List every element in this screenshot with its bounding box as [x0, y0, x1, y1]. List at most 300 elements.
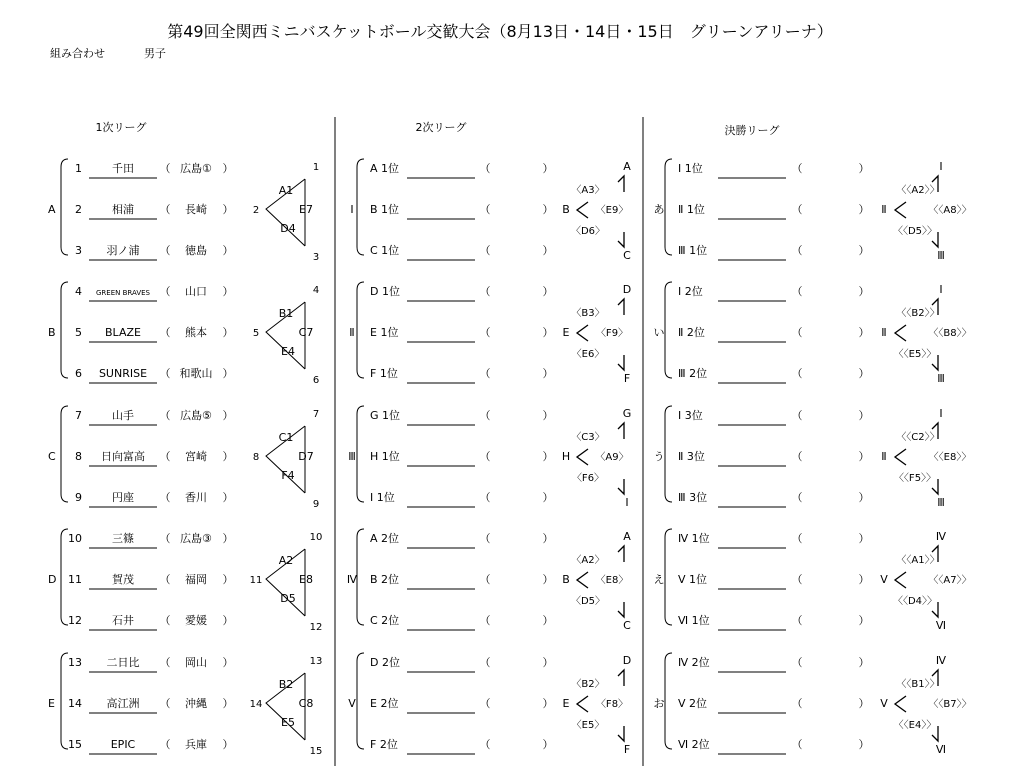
- second-league-group-3: [348, 406, 631, 509]
- bracket-chevron: [895, 325, 906, 341]
- paren-open: （: [791, 203, 803, 216]
- bracket-chevron: [895, 449, 906, 465]
- bracket-chevron: [577, 572, 588, 588]
- team-seed-number: 1: [75, 162, 82, 175]
- game-code-top: 〈B3〉: [571, 308, 605, 319]
- first-league-match-triangle: [250, 656, 323, 757]
- team-row: [68, 572, 234, 589]
- paren-open: （: [791, 409, 803, 422]
- team-prefecture: 宮崎: [185, 450, 207, 463]
- paren-close: ）: [222, 491, 234, 504]
- bracket-left-label: B: [562, 203, 570, 216]
- slot-label: Ⅱ 2位: [678, 326, 705, 339]
- slot-label: Ⅴ 2位: [678, 697, 708, 710]
- paren-close: ）: [858, 532, 870, 545]
- team-prefecture: 兵庫: [185, 738, 207, 751]
- team-row: [68, 738, 234, 754]
- game-code-top: A2: [278, 554, 294, 567]
- paren-open: （: [159, 573, 171, 586]
- bracket-top-tick: [618, 423, 624, 439]
- paren-open: （: [791, 285, 803, 298]
- paren-open: （: [159, 697, 171, 710]
- group-label: Ⅲ: [348, 450, 356, 463]
- paren-open: （: [159, 614, 171, 627]
- paren-close: ）: [222, 367, 234, 380]
- slot-label: F 2位: [370, 738, 398, 751]
- slot-label: E 2位: [370, 697, 399, 710]
- team-prefecture: 愛媛: [185, 614, 207, 627]
- paren-open: （: [791, 367, 803, 380]
- slot-row: [370, 203, 554, 219]
- paren-close: ）: [542, 409, 554, 422]
- first-league-match-triangle: [250, 532, 323, 633]
- slot-row: [678, 409, 870, 425]
- group-label: B: [48, 326, 56, 339]
- first-league-match-triangle: [253, 162, 319, 263]
- slot-label: C 2位: [370, 614, 400, 627]
- game-code-middle: 〈F8〉: [595, 699, 629, 710]
- slot-label: C 1位: [370, 244, 400, 257]
- slot-label: Ⅱ 3位: [678, 450, 705, 463]
- paren-open: （: [791, 532, 803, 545]
- team-prefecture: 沖縄: [185, 697, 207, 710]
- paren-close: ）: [222, 573, 234, 586]
- triangle-left-number: 5: [252, 328, 260, 339]
- bracket-left-label: Ⅱ: [881, 450, 887, 463]
- paren-open: （: [159, 285, 171, 298]
- team-prefecture: 長崎: [185, 203, 207, 216]
- section-title-second-league: 2次リーグ: [415, 121, 467, 134]
- bracket-top-tick: [618, 546, 624, 562]
- section-title-final-league: 決勝リーグ: [724, 124, 780, 137]
- first-league-group-a: [48, 159, 319, 263]
- bracket-top-label: Ⅰ: [939, 283, 943, 296]
- group-brace: [665, 282, 672, 378]
- bracket-bottom-tick: [618, 479, 624, 494]
- group-brace: [665, 159, 672, 255]
- paren-close: ）: [858, 203, 870, 216]
- team-row: [75, 285, 234, 301]
- group-brace: [357, 282, 364, 378]
- team-seed-number: 14: [68, 697, 82, 710]
- first-league-match-triangle: [253, 285, 319, 386]
- paren-open: （: [791, 614, 803, 627]
- paren-open: （: [479, 656, 491, 669]
- paren-close: ）: [542, 614, 554, 627]
- paren-open: （: [479, 697, 491, 710]
- bracket-top-label: Ⅳ: [935, 654, 947, 667]
- team-prefecture: 福岡: [185, 573, 207, 586]
- slot-label: I 1位: [370, 491, 395, 504]
- triangle-left-number: 8: [252, 452, 260, 463]
- game-code-middle: 〈〈E8〉〉: [928, 452, 972, 463]
- paren-close: ）: [858, 656, 870, 669]
- slot-label: Ⅰ 1位: [678, 162, 703, 175]
- paren-open: （: [479, 203, 491, 216]
- second-league-group-5: [348, 653, 631, 756]
- paren-close: ）: [858, 409, 870, 422]
- slot-row: [678, 532, 870, 548]
- slot-row: [370, 614, 554, 630]
- paren-open: （: [159, 532, 171, 545]
- paren-open: （: [791, 326, 803, 339]
- paren-open: （: [791, 573, 803, 586]
- paren-open: （: [791, 697, 803, 710]
- bracket-top-tick: [618, 299, 624, 315]
- second-league-match-bracket: [562, 407, 631, 509]
- paren-open: （: [791, 162, 803, 175]
- game-code-middle: 〈〈A8〉〉: [928, 205, 972, 216]
- paren-open: （: [159, 656, 171, 669]
- game-code-top: 〈〈C2〉〉: [896, 432, 940, 443]
- game-code-bottom: D4: [280, 222, 296, 235]
- bracket-bottom-tick: [618, 726, 624, 741]
- paren-close: ）: [542, 162, 554, 175]
- team-prefecture: 山口: [185, 285, 207, 298]
- team-prefecture: 熊本: [185, 326, 207, 339]
- slot-label: D 1位: [370, 285, 400, 298]
- slot-row: [678, 656, 870, 672]
- paren-open: （: [159, 203, 171, 216]
- team-row: [75, 366, 234, 383]
- slot-label: Ⅲ 2位: [678, 367, 708, 380]
- bracket-left-label: Ⅴ: [880, 573, 888, 586]
- bracket-top-tick: [618, 670, 624, 686]
- group-label: あ: [653, 203, 665, 216]
- bracket-chevron: [895, 696, 906, 712]
- bracket-top-label: D: [622, 654, 632, 667]
- team-name: 賀茂: [112, 573, 134, 586]
- paren-open: （: [159, 326, 171, 339]
- slot-row: [370, 491, 554, 507]
- triangle-top-number: 1: [312, 162, 320, 173]
- slot-label: Ⅵ 2位: [678, 738, 710, 751]
- slot-row: [370, 162, 554, 178]
- slot-row: [678, 203, 870, 219]
- game-code-top: B2: [278, 678, 294, 691]
- team-seed-number: 11: [68, 573, 82, 586]
- group-label: い: [653, 326, 665, 339]
- final-league-match-bracket: [880, 530, 971, 632]
- team-seed-number: 8: [75, 450, 82, 463]
- slot-row: [370, 285, 554, 301]
- slot-row: [678, 162, 870, 178]
- first-league-group-e: [48, 653, 322, 757]
- team-prefecture: 徳島: [185, 244, 207, 257]
- game-code-top: A1: [278, 184, 294, 197]
- game-code-middle: 〈F9〉: [595, 328, 629, 339]
- team-name: 三篠: [112, 532, 134, 545]
- bracket-bottom-tick: [618, 232, 624, 247]
- team-name: 日向富高: [101, 450, 145, 463]
- team-prefecture: 広島①: [180, 162, 212, 175]
- paren-close: ）: [542, 697, 554, 710]
- slot-row: [678, 367, 870, 383]
- game-code-top: 〈C3〉: [571, 432, 605, 443]
- bracket-top-label: Ⅰ: [939, 160, 943, 173]
- category-label: 男子: [144, 47, 166, 60]
- game-code-middle: 〈〈A7〉〉: [928, 575, 972, 586]
- bracket-bottom-label: Ⅲ: [937, 372, 945, 385]
- game-code-bottom: 〈〈E5〉〉: [893, 349, 937, 360]
- team-name: 二日比: [106, 656, 140, 669]
- first-league-group-b: [48, 282, 319, 386]
- group-brace: [61, 529, 68, 625]
- slot-label: A 1位: [370, 162, 400, 175]
- slot-label: F 1位: [370, 367, 398, 380]
- slot-row: [678, 738, 870, 754]
- slot-row: [370, 326, 554, 342]
- bracket-chevron: [895, 572, 906, 588]
- bracket-top-label: G: [622, 407, 632, 420]
- triangle-bottom-number: 9: [312, 499, 320, 510]
- triangle-bottom-number: 15: [309, 746, 323, 757]
- paren-close: ）: [858, 244, 870, 257]
- game-code-bottom: D5: [280, 592, 296, 605]
- slot-row: [370, 738, 554, 754]
- paren-close: ）: [542, 326, 554, 339]
- group-label: Ⅳ: [346, 573, 358, 586]
- game-code-bottom: 〈〈D5〉〉: [892, 226, 938, 237]
- paren-close: ）: [222, 450, 234, 463]
- game-code-top: 〈B2〉: [571, 679, 605, 690]
- team-seed-number: 13: [68, 656, 82, 669]
- team-name: EPIC: [110, 738, 136, 751]
- slot-label: A 2位: [370, 532, 400, 545]
- team-name: 羽ノ浦: [106, 244, 140, 257]
- bracket-top-label: A: [623, 160, 631, 173]
- final-league-match-bracket: [881, 407, 971, 509]
- game-code-bottom: E5: [281, 716, 295, 729]
- bracket-left-label: Ⅱ: [881, 326, 887, 339]
- team-seed-number: 4: [75, 285, 82, 298]
- group-label: Ⅴ: [348, 697, 356, 710]
- paren-close: ）: [222, 738, 234, 751]
- game-code-bottom: 〈E6〉: [571, 349, 605, 360]
- team-row: [68, 655, 234, 672]
- team-name: 石井: [112, 614, 134, 627]
- group-brace: [665, 406, 672, 502]
- team-seed-number: 9: [75, 491, 82, 504]
- bracket-left-label: B: [562, 573, 570, 586]
- team-row: [75, 449, 234, 466]
- slot-label: Ⅱ 1位: [678, 203, 705, 216]
- triangle-bottom-number: 6: [312, 375, 320, 386]
- team-seed-number: 2: [75, 203, 82, 216]
- paren-close: ）: [222, 285, 234, 298]
- paren-close: ）: [542, 450, 554, 463]
- triangle-top-number: 7: [312, 409, 320, 420]
- paren-close: ）: [222, 203, 234, 216]
- slot-row: [678, 697, 870, 713]
- group-brace: [357, 653, 364, 749]
- bracket-bottom-label: F: [623, 743, 631, 756]
- group-label: C: [48, 450, 56, 463]
- team-row: [75, 408, 234, 425]
- paren-close: ）: [222, 326, 234, 339]
- paren-close: ）: [222, 656, 234, 669]
- triangle-top-number: 10: [309, 532, 323, 543]
- team-prefecture: 広島⑤: [180, 409, 212, 422]
- bracket-chevron: [577, 202, 588, 218]
- paren-close: ）: [542, 285, 554, 298]
- game-code-top: 〈〈A2〉〉: [896, 185, 940, 196]
- paren-close: ）: [858, 697, 870, 710]
- team-prefecture: 広島③: [180, 532, 212, 545]
- bracket-blocks: [48, 159, 972, 757]
- game-code-bottom: 〈〈E4〉〉: [893, 720, 937, 731]
- game-code-middle: C7: [298, 326, 314, 339]
- paren-open: （: [159, 738, 171, 751]
- team-name: GREEN BRAVES: [96, 289, 150, 297]
- game-code-top: B1: [278, 307, 294, 320]
- team-row: [75, 161, 234, 178]
- slot-row: [678, 244, 870, 260]
- game-code-top: 〈〈A1〉〉: [896, 555, 940, 566]
- game-code-middle: 〈E8〉: [595, 575, 629, 586]
- paren-close: ）: [858, 450, 870, 463]
- paren-open: （: [479, 367, 491, 380]
- slot-label: Ⅰ 2位: [678, 285, 703, 298]
- final-league-group-5: [654, 653, 972, 756]
- team-seed-number: 12: [68, 614, 82, 627]
- team-prefecture: 和歌山: [179, 367, 213, 380]
- team-seed-number: 3: [75, 244, 82, 257]
- bracket-top-label: A: [623, 530, 631, 543]
- game-code-middle: 〈E9〉: [595, 205, 629, 216]
- slot-row: [370, 450, 554, 466]
- game-code-middle: 〈〈B8〉〉: [928, 328, 972, 339]
- bracket-bottom-tick: [618, 602, 624, 617]
- bracket-chevron: [895, 202, 906, 218]
- team-name: 相浦: [112, 203, 134, 216]
- game-code-middle: 〈A9〉: [595, 452, 629, 463]
- bracket-bottom-tick: [618, 355, 624, 370]
- game-code-middle: 〈〈B7〉〉: [928, 699, 972, 710]
- slot-label: Ⅳ 2位: [678, 656, 710, 669]
- second-league-match-bracket: [562, 530, 631, 632]
- bracket-left-label: H: [561, 450, 571, 463]
- slot-row: [370, 409, 554, 425]
- paren-close: ）: [542, 367, 554, 380]
- bracket-left-label: E: [562, 326, 570, 339]
- first-league-group-d: [48, 529, 322, 633]
- paren-close: ）: [542, 244, 554, 257]
- bracket-bottom-label: Ⅵ: [935, 619, 947, 632]
- paren-close: ）: [858, 491, 870, 504]
- slot-label: H 1位: [370, 450, 400, 463]
- paren-close: ）: [222, 244, 234, 257]
- triangle-bottom-number: 12: [309, 622, 323, 633]
- final-league-match-bracket: [880, 654, 971, 756]
- triangle-left-number: 11: [249, 575, 263, 586]
- bracket-top-label: Ⅰ: [939, 407, 943, 420]
- slot-row: [678, 326, 870, 342]
- group-brace: [61, 406, 68, 502]
- second-league-group-2: [349, 282, 631, 385]
- team-name: 円座: [112, 491, 134, 504]
- team-row: [68, 613, 234, 630]
- team-row: [75, 325, 234, 342]
- bracket-bottom-label: Ⅲ: [937, 249, 945, 262]
- team-seed-number: 5: [75, 326, 82, 339]
- game-code-middle: E8: [299, 573, 313, 586]
- final-league-group-2: [654, 282, 972, 385]
- game-code-top: C1: [278, 431, 294, 444]
- triangle-top-number: 13: [309, 656, 323, 667]
- paren-close: ）: [222, 532, 234, 545]
- group-brace: [665, 653, 672, 749]
- team-name: 山手: [112, 409, 134, 422]
- group-brace: [665, 529, 672, 625]
- bracket-bottom-label: Ⅲ: [937, 496, 945, 509]
- paren-open: （: [479, 244, 491, 257]
- paren-open: （: [159, 409, 171, 422]
- game-code-bottom: E4: [281, 345, 295, 358]
- paren-open: （: [479, 491, 491, 504]
- bracket-chevron: [577, 325, 588, 341]
- game-code-bottom: 〈F6〉: [571, 473, 605, 484]
- group-label: E: [48, 697, 55, 710]
- bracket-chevron: [577, 449, 588, 465]
- bracket-bottom-label: Ⅵ: [935, 743, 947, 756]
- document-subtitle: 組み合わせ: [50, 47, 105, 60]
- team-seed-number: 6: [75, 367, 82, 380]
- team-name: 高江洲: [106, 697, 140, 710]
- final-league-match-bracket: [881, 160, 971, 262]
- second-league-match-bracket: [562, 160, 631, 262]
- slot-row: [678, 614, 870, 630]
- final-league-match-bracket: [881, 283, 971, 385]
- group-label: え: [653, 573, 665, 586]
- slot-row: [370, 573, 554, 589]
- slot-label: Ⅲ 3位: [678, 491, 708, 504]
- first-league-group-c: [48, 406, 319, 510]
- slot-row: [370, 656, 554, 672]
- game-code-top: 〈〈B2〉〉: [896, 308, 940, 319]
- second-league-match-bracket: [563, 654, 632, 756]
- paren-close: ）: [858, 367, 870, 380]
- triangle-left-number: 2: [252, 205, 260, 216]
- game-code-bottom: 〈D6〉: [570, 226, 606, 237]
- slot-label: E 1位: [370, 326, 399, 339]
- group-label: Ⅰ: [350, 203, 354, 216]
- paren-close: ）: [858, 162, 870, 175]
- team-seed-number: 15: [68, 738, 82, 751]
- paren-close: ）: [222, 162, 234, 175]
- team-name: 千田: [112, 162, 134, 175]
- team-row: [75, 243, 234, 260]
- first-league-match-triangle: [253, 409, 319, 510]
- paren-close: ）: [542, 573, 554, 586]
- paren-open: （: [159, 244, 171, 257]
- triangle-left-number: 14: [249, 699, 263, 710]
- paren-open: （: [791, 656, 803, 669]
- paren-open: （: [159, 162, 171, 175]
- slot-label: B 1位: [370, 203, 400, 216]
- paren-close: ）: [858, 614, 870, 627]
- group-label: A: [48, 203, 56, 216]
- bracket-bottom-label: F: [623, 372, 631, 385]
- game-code-top: 〈〈B1〉〉: [896, 679, 940, 690]
- paren-close: ）: [542, 491, 554, 504]
- bracket-bottom-label: I: [625, 496, 629, 509]
- slot-row: [370, 532, 554, 548]
- paren-open: （: [791, 244, 803, 257]
- game-code-top: 〈A3〉: [571, 185, 605, 196]
- team-name: BLAZE: [105, 326, 141, 339]
- slot-label: B 2位: [370, 573, 400, 586]
